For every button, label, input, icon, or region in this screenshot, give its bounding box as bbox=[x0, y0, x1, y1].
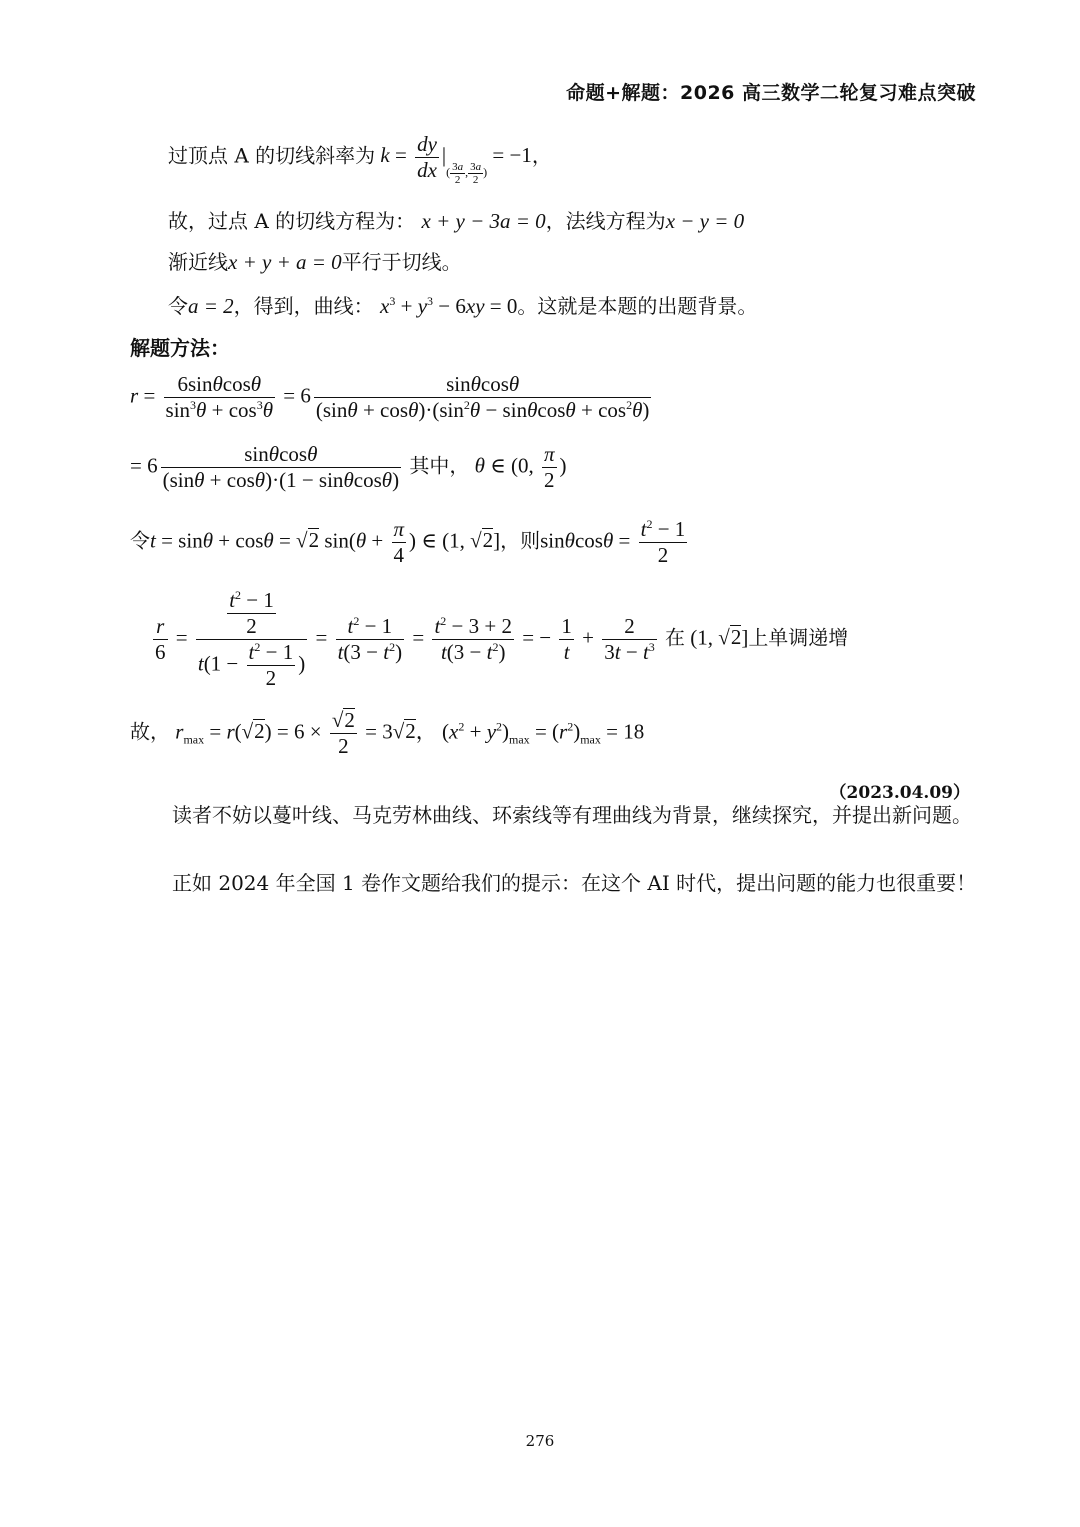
solution-heading: 解题方法： bbox=[130, 336, 230, 360]
tangent-equation-line bbox=[168, 205, 744, 234]
page-header: 命题+解题：2026 高三数学二轮复习难点突破 bbox=[566, 82, 976, 104]
then-label: ，则 bbox=[500, 528, 541, 553]
tangent-slope-text: 过顶点 A 的切线斜率为 bbox=[168, 143, 376, 168]
page-number: 276 bbox=[525, 1432, 555, 1450]
r-equation-1: r = $\frac{6\sin\theta\cos\theta}{\sin^3\theta + \cos^3\theta}$ = 6 $\frac{\sin\theta\cos\theta}{(\sin\theta + \cos\theta)\cdot(\sin^2\theta - \sin\theta\cos\theta + \cos^2\theta)}$ bbox=[130, 372, 650, 422]
tangent-eq-label: 故，过点 A 的切线方程为： bbox=[168, 209, 416, 233]
asymptote-suffix: 平行于切线。 bbox=[341, 250, 462, 274]
asymptote-line bbox=[168, 246, 462, 275]
monotone-label: 在 bbox=[665, 625, 686, 650]
asymptote-label: 渐近线 bbox=[168, 250, 228, 274]
let-a-line bbox=[168, 290, 757, 319]
conclusion-label: 故， bbox=[130, 719, 170, 744]
r-equation-2: = 6 $\frac{\sin\theta\cos\theta}{(\sin\theta + \cos\theta)\cdot(1 - \sin\theta\cos\theta)}$ 其中， θ ∈ (0, $\frac{\pi}{2}$ ) bbox=[130, 442, 567, 492]
tangent-slope-line: 过顶点 A 的切线斜率为 k = $\frac{dy}{dx}$ $|_{( \frac{3a}{2} , \frac{3a}{2} )} = -1$， bbox=[168, 132, 552, 187]
normal-label: ，法线方程为 bbox=[545, 209, 666, 233]
curve-label: ，得到，曲线： bbox=[233, 294, 374, 318]
r-over-6-line: $\frac{r}{6}$ = $\frac{t^2 - 1}{2}$ t(1 − $\frac{t^2 - 1}{2}$ ) = $\frac{t^2 - 1}{t(3 - t^2)}$ = $\frac{t^2 - 3 + 2}{t(3 - t^2)}$ = − $\frac{1}{t}$ + $\frac{2}{3t - t^3}$ 在 (1, √2]上单调递增 bbox=[155, 588, 849, 690]
conclusion-line: 故， $r_{max} = r(√2) = 6$ × $\frac{√2}{2}$ = 3√2， $(x^2 + y^2)_{max} = (r^2)_{max} = 18$ bbox=[130, 708, 645, 758]
asymptote-equation: x + y + a = 0 bbox=[228, 250, 342, 274]
monotone-suffix: 上单调递增 bbox=[748, 625, 849, 650]
let-t-label: 令 bbox=[130, 528, 150, 553]
curve-suffix: 。这就是本题的出题背景。 bbox=[517, 294, 758, 318]
let-a-equation: a = 2 bbox=[188, 294, 234, 318]
paragraph-1: 读者不妨以蔓叶线、马克劳林曲线、环索线等有理曲线为背景，继续探究，并提出新问题。 bbox=[172, 803, 972, 827]
tangent-equation: x + y − 3a = 0 bbox=[421, 209, 546, 233]
result-value: 18 bbox=[623, 719, 645, 744]
normal-equation: x − y = 0 bbox=[665, 209, 745, 233]
let-a-label: 令 bbox=[168, 294, 188, 318]
date-stamp: （2023.04.09） bbox=[829, 783, 970, 803]
paragraph-2: 正如 2024 年全国 1 卷作文题给我们的提示：在这个 AI 时代，提出问题的能力也很重要！ bbox=[172, 871, 977, 895]
curve-equation: $x^3 + y^3 - 6xy = 0$ bbox=[380, 294, 518, 318]
where-label: 其中， bbox=[409, 453, 470, 478]
let-t-line: 令t = sinθ + cosθ = √2 sin(θ + $\frac{\pi}{4}$ ) ∈ (1, √2]，则sinθcosθ = $\frac{t^2 - 1}{2}$ bbox=[130, 517, 686, 567]
